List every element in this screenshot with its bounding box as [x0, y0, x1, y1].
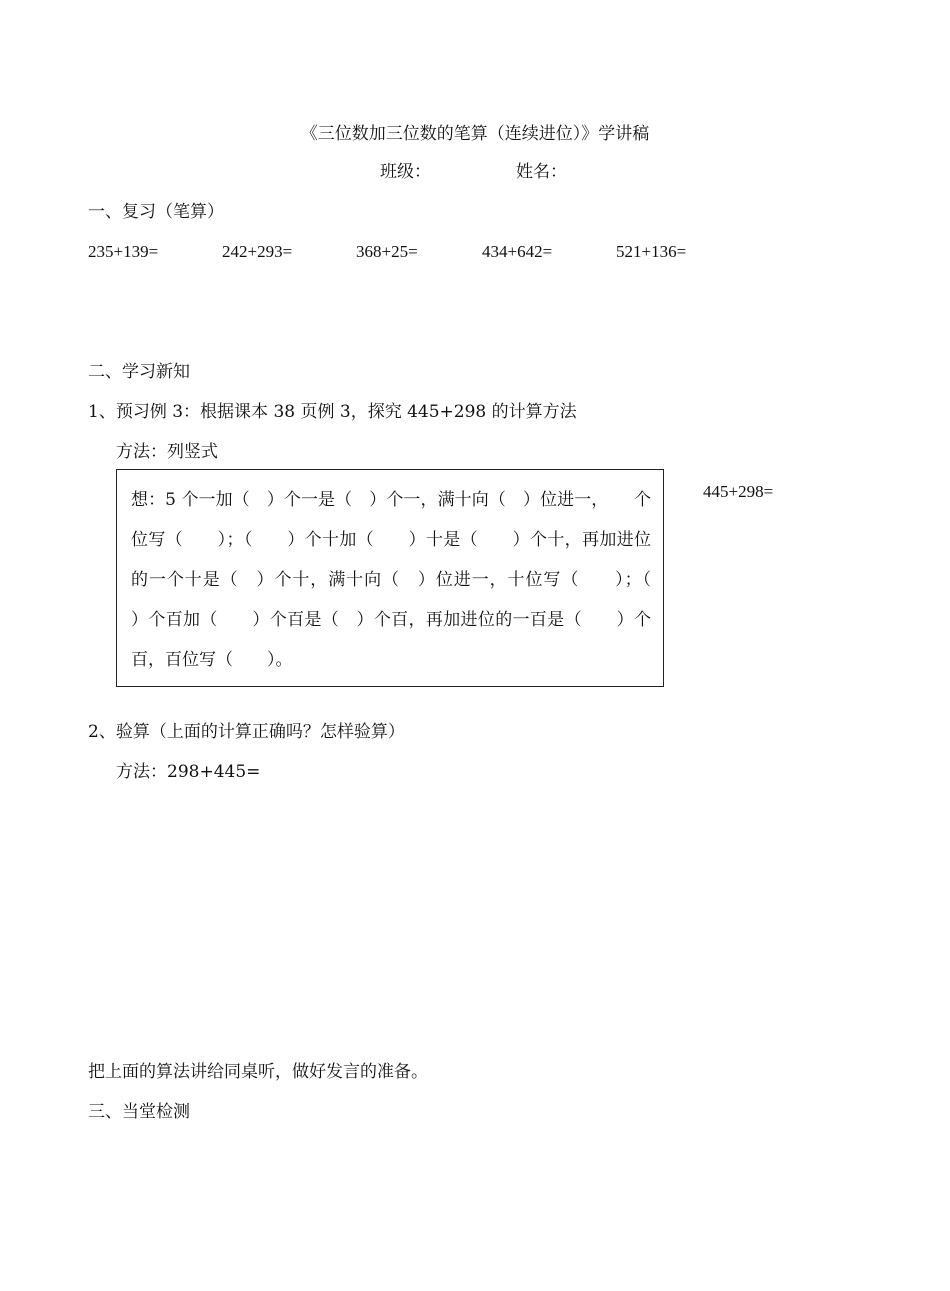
item1-text: 1、预习例 3：根据课本 38 页例 3，探究 445+298 的计算方法 — [88, 402, 577, 422]
review-expression-3: 368+25= — [356, 242, 418, 261]
box-line-5: 百，百位写（ ）。 — [131, 650, 293, 670]
box-line-3: 的一个十是（ ）个十，满十向（ ）位进一，十位写（ ）；（ — [131, 570, 651, 590]
review-expression-1: 235+139= — [88, 242, 159, 261]
item2-text: 2、验算（上面的计算正确吗？怎样验算） — [88, 722, 405, 742]
review-expression-5: 521+136= — [616, 242, 687, 261]
review-expression-4: 434+642= — [482, 242, 553, 261]
box-line-2: 位写（ ）；（ ）个十加（ ）十是（ ）个十，再加进位 — [131, 530, 651, 550]
closing-text: 把上面的算法讲给同桌听，做好发言的准备。 — [88, 1062, 428, 1082]
section2-heading: 二、学习新知 — [88, 362, 190, 382]
thinking-box — [116, 469, 664, 687]
method1-text: 方法：列竖式 — [116, 442, 218, 462]
class-label: 班级： — [380, 162, 431, 182]
box-line-4: ）个百加（ ）个百是（ ）个百，再加进位的一百是（ ）个 — [131, 610, 651, 630]
box-line-1: 想：5 个一加（ ）个一是（ ）个一，满十向（ ）位进一， 个 — [131, 490, 651, 510]
name-label: 姓名： — [516, 162, 567, 182]
page-title: 《三位数加三位数的笔算（连续进位）》学讲稿 — [300, 124, 650, 144]
section3-heading: 三、当堂检测 — [88, 1102, 190, 1122]
review-expression-2: 242+293= — [222, 242, 293, 261]
side-expression: 445+298= — [703, 482, 774, 501]
section1-heading: 一、复习（笔算） — [88, 202, 224, 222]
method2-text: 方法：298+445= — [116, 762, 261, 782]
